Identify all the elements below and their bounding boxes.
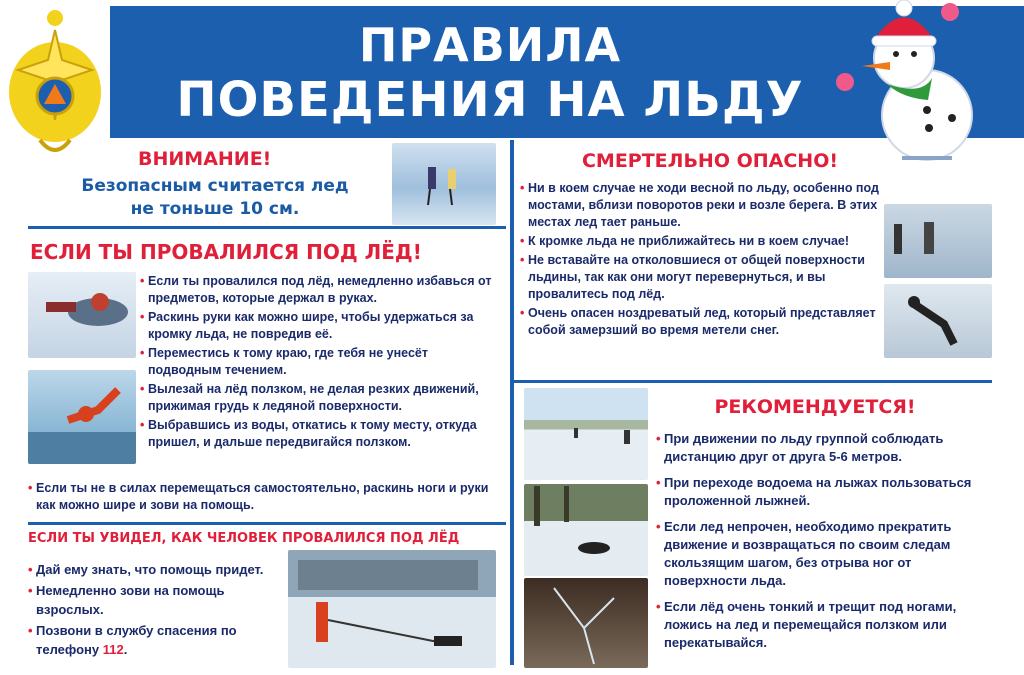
list-item: • Если ты провалился под лёд, немедленно избавься от предметов, которые держал в руках.: [140, 273, 500, 307]
deadly-heading: СМЕРТЕЛЬНО ОПАСНО!: [581, 150, 839, 172]
attention-text-line1: Безопасным считается лед: [81, 176, 349, 196]
list-item: • Не вставайте на отколовшиеся от общей поверхности льдины, так как они могут перевернуться, и вы провалитесь под лёд.: [520, 252, 880, 303]
list-item: • Немедленно зови на помощь взрослых.: [28, 581, 278, 619]
photo-person-in-water: [28, 370, 136, 464]
photo-child-in-ice-hole: [28, 272, 136, 358]
snowman-icon: [832, 0, 1002, 170]
list-item: • Очень опасен ноздреватый лед, который представляет собой замерзший во время метели снег.: [520, 305, 880, 339]
phone-number: 112: [102, 642, 124, 657]
list-item: • При движении по льду группой соблюдать дистанцию друг от друга 5-6 метров.: [656, 430, 992, 466]
emergency-emblem-icon: [0, 0, 110, 170]
phone-suffix: .: [123, 642, 128, 657]
divider-right: [514, 380, 992, 383]
list-item: • Если ты не в силах перемещаться самостоятельно, раскинь ноги и руки как можно шире и зови на помощь.: [28, 480, 500, 514]
list-item: • Вылезай на лёд ползком, не делая резких движений, прижимая грудь к ледяной поверхности.: [140, 381, 500, 415]
page-title-line2: ПОВЕДЕНИЯ НА ЛЬДУ: [176, 72, 804, 128]
list-item: • Переместись к тому краю, где тебя не унесёт подводным течением.: [140, 345, 500, 379]
deadly-list: [520, 180, 880, 341]
recommended-list: [656, 430, 992, 654]
saw-someone-list: [28, 560, 278, 661]
column-divider: [510, 140, 514, 665]
list-item: • Если лед непрочен, необходимо прекратить движение и возвращаться по своим следам скользящим шагом, без отрыва ног от поверхности льда.: [656, 518, 992, 590]
fell-through-list: [140, 273, 500, 453]
photo-people-on-ice: [392, 143, 496, 225]
photo-cracking-ice: [524, 578, 648, 668]
fell-through-note: [28, 480, 500, 516]
photo-rescue-scene: [288, 550, 496, 668]
list-item: • При переходе водоема на лыжах пользоваться проложенной лыжней.: [656, 474, 992, 510]
list-item: • Выбравшись из воды, откатись к тому месту, откуда пришел, и дальше передвигайся ползком.: [140, 417, 500, 451]
divider-left-1: [28, 226, 506, 229]
fell-through-heading: ЕСЛИ ТЫ ПРОВАЛИЛСЯ ПОД ЛЁД!: [30, 240, 422, 264]
photo-person-slipping: [884, 284, 992, 358]
page-title-line1: ПРАВИЛА: [358, 18, 622, 72]
attention-text-line2: не тоньше 10 см.: [130, 199, 300, 219]
recommended-heading: РЕКОМЕНДУЕТСЯ!: [714, 396, 916, 418]
list-item: [28, 621, 278, 659]
list-item: • Ни в коем случае не ходи весной по льду, особенно под мостами, вблизи поворотов реки и возле берега. В этих местах лед тает раньше.: [520, 180, 880, 231]
photo-group-on-ice: [524, 388, 648, 480]
list-item: • Если лёд очень тонкий и трещит под ногами, ложись на лед и перемещайся ползком или перекатывайся.: [656, 598, 992, 652]
list-item: • Раскинь руки как можно шире, чтобы удержаться за кромку льда, не повредив её.: [140, 309, 500, 343]
attention-heading: ВНИМАНИЕ!: [138, 148, 272, 170]
list-item: • Дай ему знать, что помощь придет.: [28, 560, 278, 579]
photo-ice-floes: [884, 204, 992, 278]
divider-left-2: [28, 522, 506, 525]
call-text: Позвони в службу спасения по телефону: [36, 623, 237, 657]
list-item: • К кромке льда не приближайтесь ни в коем случае!: [520, 233, 880, 250]
photo-crawling-on-ice: [524, 484, 648, 576]
saw-someone-heading: ЕСЛИ ТЫ УВИДЕЛ, КАК ЧЕЛОВЕК ПРОВАЛИЛСЯ ПОД ЛЁД: [28, 531, 460, 546]
